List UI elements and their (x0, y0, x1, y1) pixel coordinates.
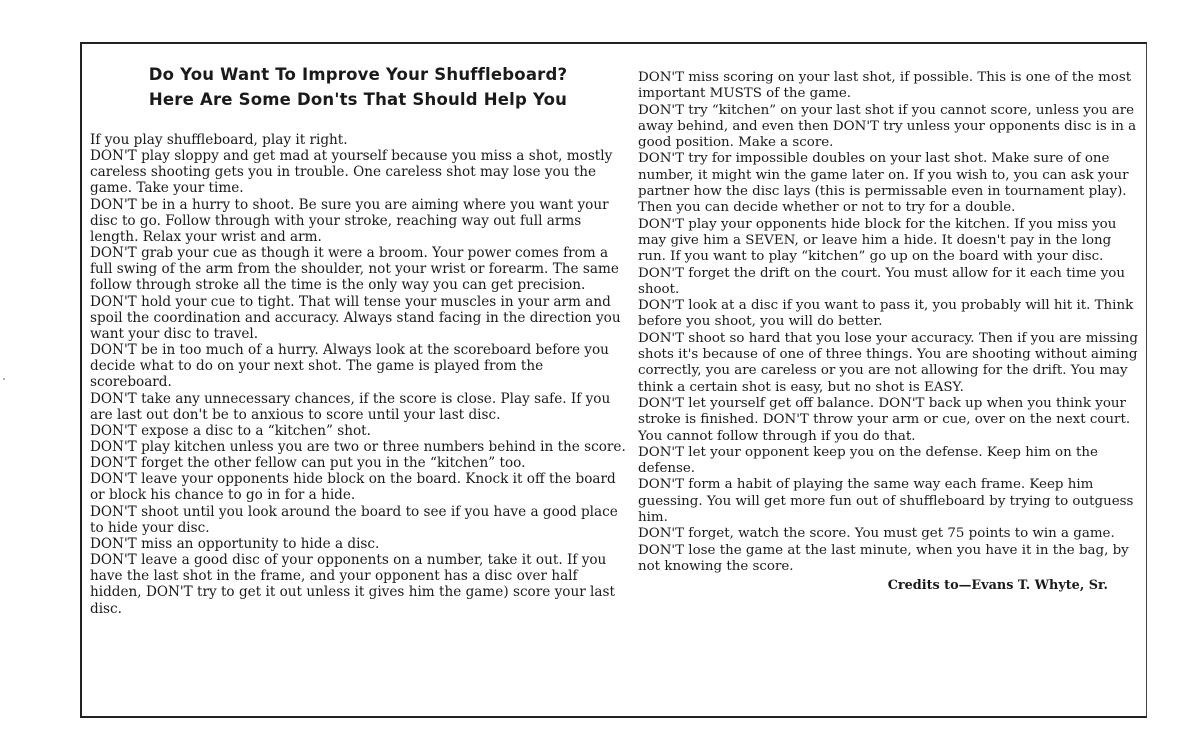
paragraph: DON'T try for impossible doubles on your last shot. Make sure of one number, it might win the game later on. If you wish to, you can ask your partner how the disc lays (this is permissable even in tournament play). Then you can decide whether or not to try for a double. (638, 151, 1129, 216)
title-line-2: Here Are Some Don'ts That Should Help You (148, 90, 568, 109)
paragraph: DON'T let yourself get off balance. DON'T back up when you think your stroke is finished. DON'T throw your arm or cue, over on the next court. You cannot follow through if you do that. (638, 395, 1131, 444)
paragraph: DON'T forget, watch the score. You must get 75 points to win a game. (638, 526, 1115, 542)
paragraph: If you play shuffleboard, play it right. (90, 132, 348, 148)
article-title (90, 62, 626, 112)
paragraph: DON'T miss an opportunity to hide a disc. (90, 535, 380, 552)
paragraph: DON'T be in a hurry to shoot. Be sure you are aiming where you want your disc to go. Follow through with your stroke, reaching way out full arms length. Relax your wrist and arm. (90, 196, 609, 245)
title-line-1: Do You Want To Improve Your Shuffleboard? (148, 65, 568, 84)
paragraph: DON'T look at a disc if you want to pass it, you probably will hit it. Think before you shoot, you will do better. (638, 298, 1134, 330)
left-column-body (90, 132, 626, 617)
left-column (90, 62, 626, 617)
paragraph: DON'T shoot so hard that you lose your accuracy. Then if you are missing shots it's because of one of three things. You are shooting without aiming correctly, you are careless or you are not allowing for the drift. You may think a certain shot is easy, but no shot is EASY. (638, 330, 1138, 395)
paragraph: DON'T shoot until you look around the board to see if you have a good place to hide your disc. (90, 503, 618, 536)
paragraph: DON'T play kitchen unless you are two or three numbers behind in the score. (90, 438, 626, 455)
paragraph: DON'T expose a disc to a “kitchen” shot. (90, 422, 371, 439)
article-frame (80, 42, 1147, 718)
paragraph: DON'T grab your cue as though it were a broom. Your power comes from a full swing of the arm from the shoulder, not your wrist or forearm. The same follow through stroke all the time is the only way you can get precision. (90, 245, 619, 294)
paragraph: DON'T miss scoring on your last shot, if possible. This is one of the most important MUSTS of the game. (638, 70, 1132, 102)
right-column-body (638, 70, 1138, 575)
paragraph: DON'T leave your opponents hide block on the board. Knock it off the board or block his chance to go in for a hide. (90, 471, 616, 504)
paragraph: DON'T hold your cue to tight. That will tense your muscles in your arm and spoil the coordination and accuracy. Always stand facing in the direction you want your disc to travel. (90, 293, 621, 342)
paragraph: DON'T be in too much of a hurry. Always look at the scoreboard before you decide what to do on your next shot. The game is played from the scoreboard. (90, 342, 609, 391)
credit-line: Credits to—Evans T. Whyte, Sr. (887, 578, 1108, 594)
paragraph: DON'T play your opponents hide block for the kitchen. If you miss you may give him a SEVEN, or leave him a hide. It doesn't pay in the long run. If you want to play “kitchen” go up on the board with your disc. (638, 216, 1117, 265)
scan-speck (3, 378, 5, 380)
paragraph: DON'T lose the game at the last minute, when you have it in the bag, by not knowing the score. (638, 542, 1129, 574)
right-column (638, 70, 1138, 594)
paragraph: DON'T take any unnecessary chances, if the score is close. Play safe. If you are last out don't be to anxious to score until your last disc. (90, 390, 611, 423)
paragraph: DON'T try “kitchen” on your last shot if you cannot score, unless you are away behind, and even then DON'T try unless your opponents disc is in a good position. Make a score. (638, 102, 1137, 151)
paragraph: DON'T form a habit of playing the same way each frame. Keep him guessing. You will get more fun out of shuffleboard by trying to outguess him. (638, 477, 1134, 526)
paragraph: DON'T forget the other fellow can put you in the “kitchen” too. (90, 455, 526, 472)
paragraph: DON'T play sloppy and get mad at yourself because you miss a shot, mostly careless shooting gets you in trouble. One careless shot may lose you the game. Take your time. (90, 148, 613, 197)
paragraph: DON'T forget the drift on the court. You must allow for it each time you shoot. (638, 265, 1125, 297)
paragraph: DON'T leave a good disc of your opponents on a number, take it out. If you have the last shot in the frame, and your opponent has a disc over half hidden, DON'T try to get it out unless it gives him the game) score your last disc. (90, 552, 615, 617)
paragraph: DON'T let your opponent keep you on the defense. Keep him on the defense. (638, 444, 1098, 477)
